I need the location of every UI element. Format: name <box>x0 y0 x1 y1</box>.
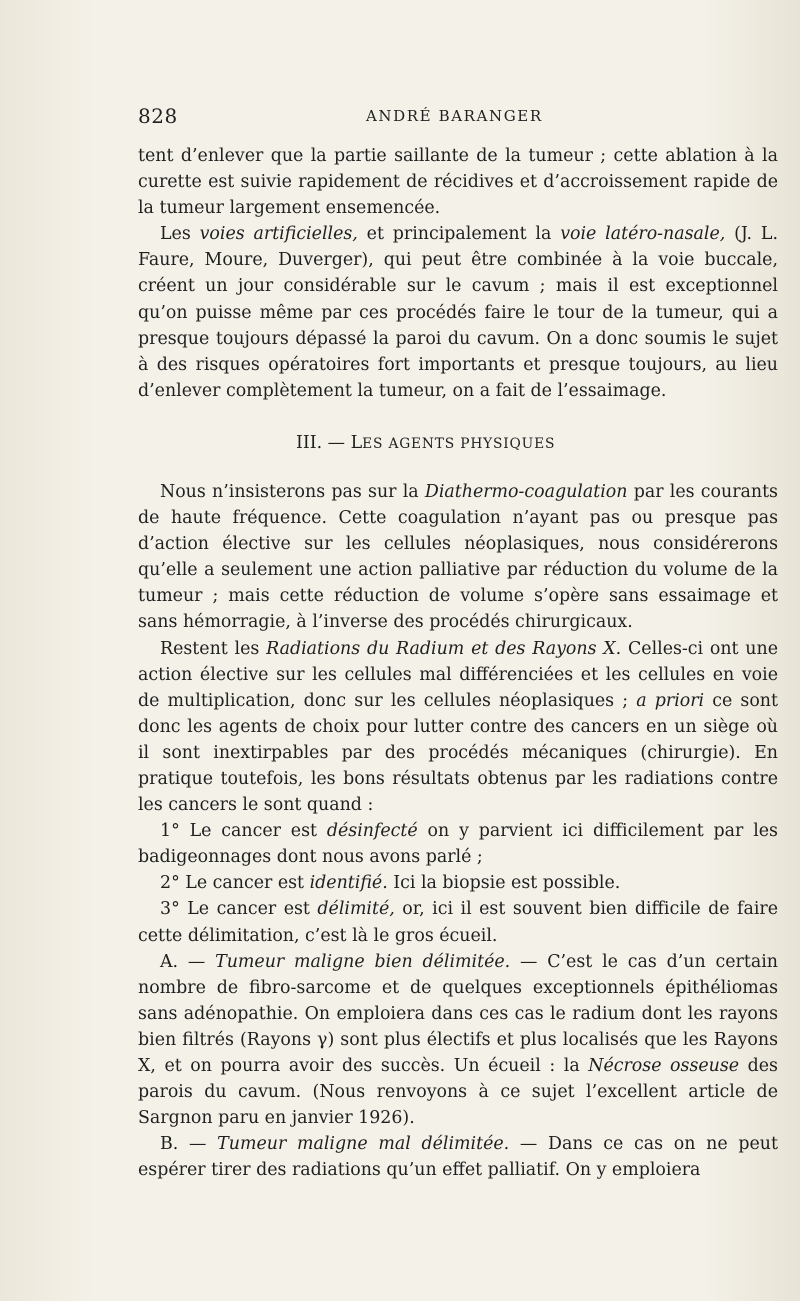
p8-text-a: A. — <box>160 951 216 972</box>
paragraph-7 <box>138 896 778 948</box>
p8-italic-tumeur-bien-delimitee: Tumeur maligne bien délimitée. <box>215 951 511 972</box>
p4-italic-a-priori: a priori <box>636 690 705 711</box>
p5-text-a: 1° Le cancer est <box>160 821 327 842</box>
paragraph-8 <box>138 949 778 1132</box>
paragraph-5 <box>138 818 778 870</box>
paragraph-9 <box>138 1131 778 1183</box>
paragraph-2 <box>138 221 778 404</box>
p4-italic-radiations: Radiations du Radium et des Rayons X. <box>266 638 622 659</box>
paragraph-6 <box>138 870 778 896</box>
p2-text-c: et principalement la <box>357 224 561 245</box>
p7-text-a: 3° Le cancer est <box>160 899 318 920</box>
p6-text-a: 2° Le cancer est <box>160 873 310 894</box>
p2-text-e: (J. L. Faure, Moure, Duverger), qui peut être combinée à la voie buccale, créent un jour considérable sur le cavum ; mais il est exceptionnel qu’on puisse même par ces procédés faire le tour de la tumeur, qui a presque toujours dépassé la paroi du cavum. On a donc soumis le sujet à des risques opératoires fort importants et presque toujours, au lieu d’enlever complètement la tumeur, on a fait de l’essaimage. <box>138 224 778 401</box>
p4-text-a: Restent les <box>160 638 267 659</box>
p9-text-a: B. — <box>160 1134 218 1155</box>
p7-italic-delimite: délimité, <box>317 899 395 920</box>
section-numeral: III. — <box>296 432 351 453</box>
paragraph-3 <box>138 479 778 636</box>
running-head: ANDRÉ BARANGER <box>366 107 543 125</box>
p2-italic-voie-latero-nasale: voie latéro-nasale, <box>560 224 726 245</box>
section-title-initial: L <box>350 432 363 453</box>
p5-italic-desinfecte: désinfecté <box>326 821 418 842</box>
section-title-smallcaps: ES AGENTS PHYSIQUES <box>362 435 556 452</box>
p2-text-a: Les <box>160 224 200 245</box>
p7-text-c: or, ici il est souvent bien difficile de faire cette délimitation, c’est là le gros écueil. <box>138 899 778 946</box>
p3-italic-diathermo: Diathermo-coagulation <box>424 481 628 502</box>
body-text <box>138 143 778 1183</box>
p4-text-c: Celles-ci ont une action élective sur les cellules mal différenciées et les cellules en voie de multiplication, donc sur les cellules néoplasiques ; <box>138 638 778 711</box>
p9-italic-tumeur-mal-delimitee: Tumeur maligne mal délimitée. <box>217 1134 510 1155</box>
p8-italic-necrose-osseuse: Nécrose osseuse <box>588 1056 740 1076</box>
paragraph-1: tent d’enlever que la partie saillante de la tumeur ; cette ablation à la curette est suivie rapidement de récidives et d’accroissement rapide de la tumeur largement ensemencée. <box>138 146 778 219</box>
p6-text-c: Ici la biopsie est possible. <box>387 873 621 894</box>
p9-text-c: — Dans ce cas on ne peut espérer tirer des radiations qu’un effet palliatif. On y emploiera <box>138 1134 778 1181</box>
page-number: 828 <box>138 104 178 128</box>
page-header <box>138 104 778 130</box>
p6-italic-identifie: identifié. <box>309 873 388 894</box>
p3-text-c: par les courants de haute fréquence. Cette coagulation n’ayant pas ou presque pas d’action élective sur les cellules néoplasiques, nous considérerons qu’elle a seulement une action palliative par réduction du volume de la tumeur ; mais cette réduction de volume s’opère sans essaimage et sans hémorragie, à l’inverse des procédés chirurgicaux. <box>138 481 778 633</box>
section-heading <box>138 430 778 457</box>
p4-text-e: ce sont donc les agents de choix pour lutter contre des cancers en un siège où il sont inextirpables par des procédés mécaniques (chirurgie). En pratique toutefois, les bons résultats obtenus par les radiations contre les cancers le sont quand : <box>138 690 778 816</box>
p5-text-c: on y parvient ici difficilement par les badigeonnages dont nous avons parlé ; <box>138 821 778 868</box>
p3-text-a: Nous n’insisterons pas sur la <box>160 481 425 502</box>
p8-text-e: des parois du cavum. (Nous renvoyons à ce sujet l’excellent article de Sargnon paru en janvier 1926). <box>138 1056 778 1129</box>
p8-text-c: — C’est le cas d’un certain nombre de fibro-sarcome et de quelques exceptionnels épithéliomas sans adénopathie. On emploiera dans ces cas le radium dont les rayons bien filtrés (Rayons γ) sont plus électifs et plus localisés que les Rayons X, et on pourra avoir des succès. Un écueil : la <box>138 951 778 1076</box>
p2-italic-voies-artificielles: voies artificielles, <box>199 224 358 245</box>
paragraph-4 <box>138 636 778 819</box>
